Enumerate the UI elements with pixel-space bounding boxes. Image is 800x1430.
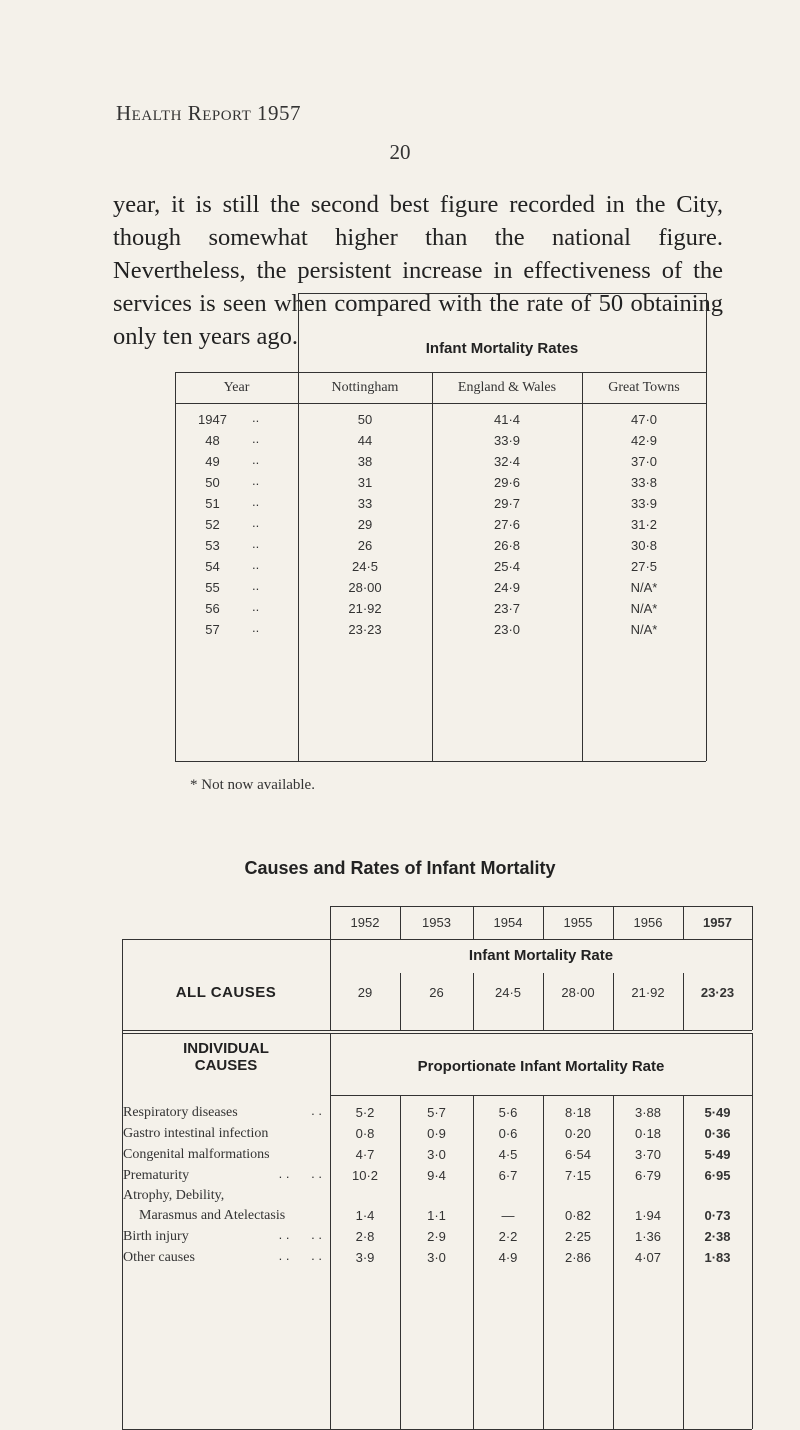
cause-value-cell: 0·8: [355, 1126, 375, 1141]
cause-label: Prematurity: [123, 1168, 190, 1183]
cause-value-cell: 1·1: [427, 1208, 446, 1223]
all-causes-value: 29: [357, 985, 373, 1000]
table1-year-cell: 50: [205, 475, 220, 490]
cause-value-cell: 0·73: [704, 1208, 731, 1223]
all-causes-label: ALL CAUSES: [175, 984, 277, 1001]
table1-england-wales-cell: 29·6: [493, 475, 521, 490]
table2-year-header: 1953: [422, 915, 451, 930]
table1-title: Infant Mortality Rates: [425, 340, 579, 357]
table1-year-cell: 48: [205, 433, 220, 448]
table1-leader-dots: ..: [252, 431, 260, 446]
table1-leader-dots: ..: [252, 536, 260, 551]
cause-value-cell: 3·0: [427, 1250, 446, 1265]
cause-value-cell: 4·07: [634, 1250, 662, 1265]
cause-value-cell: 5·7: [427, 1105, 446, 1120]
cause-value-cell: 6·95: [704, 1168, 731, 1183]
table2-title: Causes and Rates of Infant Mortality: [244, 858, 556, 878]
table1-england-wales-cell: 27·6: [493, 517, 521, 532]
table1-nottingham-cell: 38: [357, 454, 373, 469]
cause-value-cell: 2·38: [704, 1229, 731, 1244]
cause-value-cell: 5·2: [355, 1105, 375, 1120]
all-causes-value: 24·5: [494, 985, 522, 1000]
cause-value-cell: 2·25: [564, 1229, 592, 1244]
cause-value-cell: 6·79: [634, 1168, 662, 1183]
table1-header-england-wales: England & Wales: [457, 380, 557, 395]
table2-year-header: 1952: [350, 915, 380, 930]
table1-year-cell: 51: [205, 496, 220, 511]
table1-year-cell: 53: [205, 538, 220, 553]
cause-value-cell: 6·54: [564, 1147, 592, 1162]
cause-label: Respiratory diseases: [123, 1105, 238, 1120]
table1-england-wales-cell: 24·9: [493, 580, 521, 595]
cause-value-cell: 5·49: [704, 1147, 731, 1162]
table1-great-towns-cell: N/A*: [630, 601, 658, 616]
table1-england-wales-cell: 41·4: [493, 412, 521, 427]
cause-value-cell: 0·9: [427, 1126, 446, 1141]
cause-value-cell: 2·86: [564, 1250, 592, 1265]
table1-year-cell: 56: [205, 601, 220, 616]
cause-value-cell: 9·4: [427, 1168, 446, 1183]
table1-leader-dots: ..: [252, 473, 260, 488]
table1-leader-dots: ..: [252, 410, 260, 425]
cause-leader-dots: . . . .: [278, 1227, 322, 1242]
all-causes-value: 21·92: [631, 985, 665, 1000]
table2-year-header: 1956: [633, 915, 663, 930]
table1-leader-dots: ..: [252, 557, 260, 572]
table1-leader-dots: ..: [252, 599, 260, 614]
cause-value-cell: 0·36: [704, 1126, 731, 1141]
table1-great-towns-cell: 42·9: [630, 433, 658, 448]
table1-year-cell: 1947: [198, 412, 227, 427]
cause-value-cell: 1·83: [704, 1250, 731, 1265]
table1-great-towns-cell: 33·8: [630, 475, 658, 490]
table1-england-wales-cell: 25·4: [493, 559, 521, 574]
table1-year-cell: 52: [205, 517, 220, 532]
table1-england-wales-cell: 23·7: [493, 601, 521, 616]
table1-nottingham-cell: 26: [357, 538, 373, 553]
table1-leader-dots: ..: [252, 578, 260, 593]
individual-causes-label: [122, 1040, 330, 1074]
table1-leader-dots: ..: [252, 452, 260, 467]
table1-england-wales-cell: 32·4: [493, 454, 521, 469]
table1-header-nottingham: Nottingham: [331, 380, 399, 395]
table1-england-wales-cell: 23·0: [493, 622, 521, 637]
table1-header-great-towns: Great Towns: [608, 380, 680, 395]
table1-great-towns-cell: N/A*: [630, 622, 658, 637]
cause-value-cell: 0·6: [498, 1126, 518, 1141]
cause-leader-dots: . .: [311, 1103, 322, 1118]
table1-nottingham-cell: 23·23: [348, 622, 382, 637]
cause-label: Birth injury: [123, 1229, 189, 1244]
table1-leader-dots: ..: [252, 494, 260, 509]
cause-value-cell: 4·5: [498, 1147, 518, 1162]
table1-great-towns-cell: 30·8: [630, 538, 658, 553]
running-head: Health Report 1957: [116, 101, 302, 125]
all-causes-value: 28·00: [561, 985, 595, 1000]
table1-nottingham-cell: 50: [357, 412, 373, 427]
cause-value-cell: 1·94: [634, 1208, 662, 1223]
table1-year-cell: 54: [205, 559, 220, 574]
table1-great-towns-cell: 27·5: [630, 559, 658, 574]
table1-england-wales-cell: 26·8: [493, 538, 521, 553]
table1-year-cell: 55: [205, 580, 220, 595]
all-causes-value: 26: [429, 985, 444, 1000]
table1-header-year: Year: [223, 380, 250, 395]
individual-label-line1: INDIVIDUAL: [183, 1040, 269, 1057]
cause-label: Atrophy, Debility,: [123, 1188, 225, 1203]
cause-value-cell: 3·88: [634, 1105, 662, 1120]
body-paragraph: year, it is still the second best figure recorded in the City, though somewhat higher than the national figure. Nevertheless, the persistent increase in effectiveness of the services is seen when compared with the rate of 50 obtaining only ten years ago.: [113, 191, 723, 350]
all-causes-value: 23·23: [700, 985, 735, 1000]
cause-value-cell: —: [501, 1208, 515, 1223]
cause-value-cell: 3·9: [355, 1250, 375, 1265]
cause-value-cell: 3·0: [427, 1147, 446, 1162]
cause-value-cell: 2·8: [355, 1229, 375, 1244]
table1-great-towns-cell: N/A*: [630, 580, 658, 595]
table1-nottingham-cell: 24·5: [351, 559, 379, 574]
table1-leader-dots: ..: [252, 515, 260, 530]
cause-value-cell: 1·36: [634, 1229, 662, 1244]
table2-rate-header: Infant Mortality Rate: [468, 947, 614, 964]
cause-value-cell: 0·82: [564, 1208, 592, 1223]
cause-value-cell: 8·18: [564, 1105, 592, 1120]
cause-value-cell: 1·4: [355, 1208, 375, 1223]
cause-value-cell: 0·18: [634, 1126, 662, 1141]
individual-label-line2: CAUSES: [194, 1057, 258, 1074]
cause-value-cell: 7·15: [564, 1168, 592, 1183]
cause-leader-dots: . . . .: [278, 1166, 322, 1181]
table1-nottingham-cell: 28·00: [348, 580, 382, 595]
table1-nottingham-cell: 44: [357, 433, 373, 448]
table1-great-towns-cell: 37·0: [630, 454, 658, 469]
cause-label: Gastro intestinal infection: [123, 1126, 269, 1141]
table1-great-towns-cell: 47·0: [630, 412, 658, 427]
table1-great-towns-cell: 31·2: [630, 517, 658, 532]
table2-year-header: 1957: [703, 915, 732, 930]
table2-proportionate-header: Proportionate Infant Mortality Rate: [417, 1058, 665, 1075]
cause-value-cell: 6·7: [498, 1168, 518, 1183]
table1-footnote: * Not now available.: [190, 777, 315, 793]
cause-value-cell: 3·70: [634, 1147, 662, 1162]
cause-label: Congenital malformations: [123, 1147, 270, 1162]
page-number: 20: [389, 140, 411, 164]
cause-value-cell: 5·49: [704, 1105, 731, 1120]
table1-leader-dots: ..: [252, 620, 260, 635]
cause-value-cell: 5·6: [498, 1105, 518, 1120]
cause-value-cell: 4·9: [498, 1250, 518, 1265]
table2-year-header: 1955: [563, 915, 593, 930]
table1-england-wales-cell: 29·7: [493, 496, 521, 511]
table1-nottingham-cell: 21·92: [348, 601, 382, 616]
table2-year-header: 1954: [493, 915, 523, 930]
table1-nottingham-cell: 31: [357, 475, 373, 490]
table1-great-towns-cell: 33·9: [630, 496, 658, 511]
cause-value-cell: 10·2: [351, 1168, 379, 1183]
table1-england-wales-cell: 33·9: [493, 433, 521, 448]
cause-leader-dots: . . . .: [278, 1248, 322, 1263]
cause-label: Other causes: [123, 1250, 195, 1265]
cause-label-cont: Marasmus and Atelectasis: [139, 1208, 286, 1223]
table1-nottingham-cell: 29: [357, 517, 373, 532]
cause-value-cell: 0·20: [564, 1126, 592, 1141]
table1-nottingham-cell: 33: [357, 496, 373, 511]
cause-value-cell: 4·7: [355, 1147, 375, 1162]
cause-value-cell: 2·9: [427, 1229, 446, 1244]
cause-value-cell: 2·2: [498, 1229, 518, 1244]
table1-year-cell: 57: [205, 622, 220, 637]
table1-year-cell: 49: [205, 454, 220, 469]
